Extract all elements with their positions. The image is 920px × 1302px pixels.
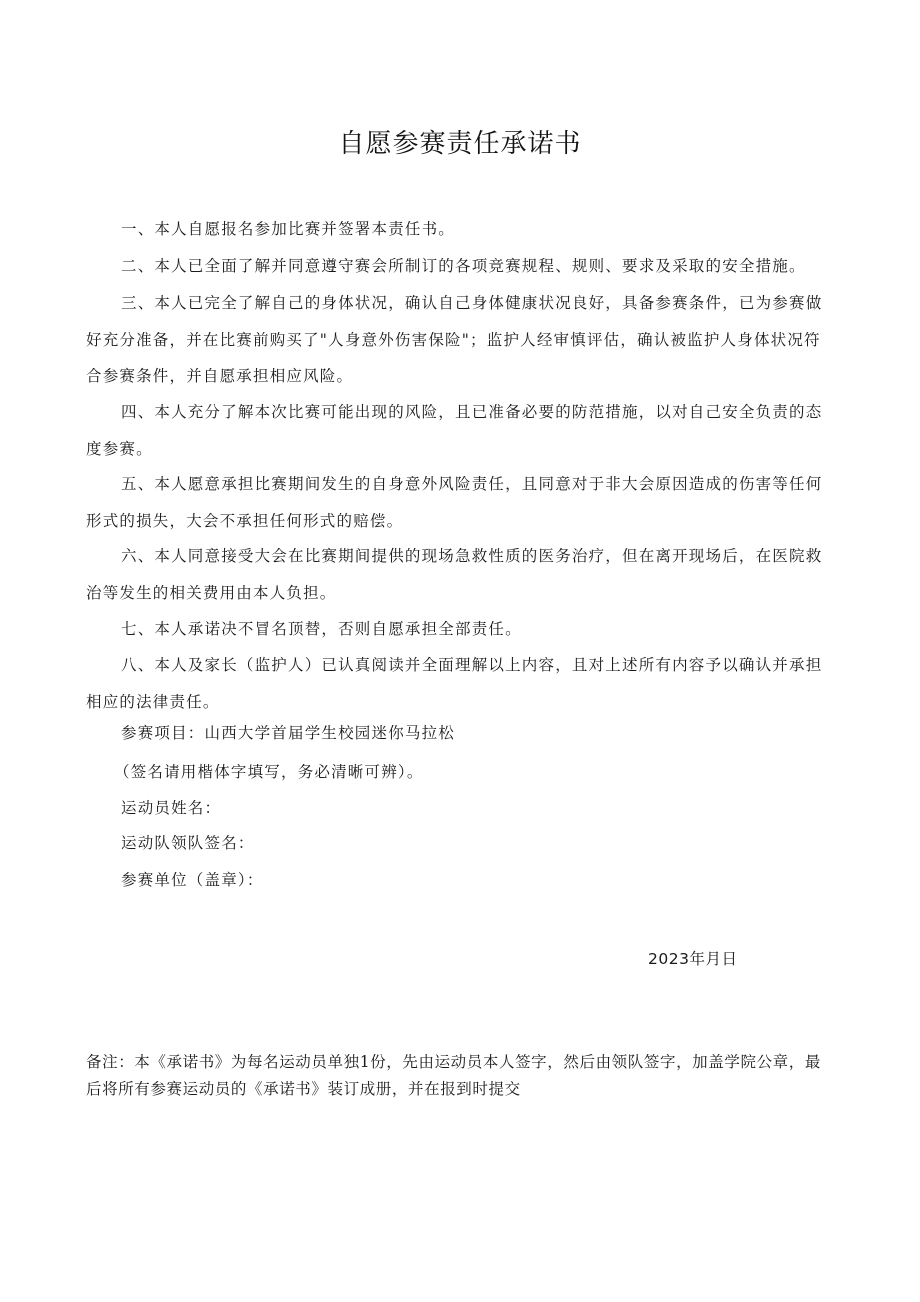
signing-date: 2023年月日 bbox=[648, 950, 738, 968]
leader-signature-field[interactable]: 运动队领队签名： bbox=[121, 834, 255, 852]
clause-7: 七、本人承诺决不冒名顶替，否则自愿承担全部责任。 bbox=[121, 620, 522, 638]
athlete-name-field[interactable]: 运动员姓名： bbox=[121, 799, 222, 817]
clause-5: 五、本人愿意承担比赛期间发生的自身意外风险责任，且同意对于非大会原因造成的伤害等任何形式的损失，大会不承担任何形式的赔偿。 bbox=[86, 475, 823, 530]
clause-3: 三、本人已完全了解自己的身体状况，确认自己身体健康状况良好，具备参赛条件，已为参赛做好充分准备，并在比赛前购买了"人身意外伤害保险"；监护人经审慎评估，确认被监护人身体状况符合参赛条件，并自愿承担相应风险。 bbox=[86, 294, 823, 385]
signature-hint: （签名请用楷体字填写，务必清晰可辨）。 bbox=[114, 763, 424, 781]
unit-stamp-field[interactable]: 参赛单位（盖章）： bbox=[121, 871, 264, 889]
footnote: 备注：本《承诺书》为每名运动员单独1份，先由运动员本人签字，然后由领队签字，加盖学院公章，最后将所有参赛运动员的《承诺书》装订成册，并在报到时提交 bbox=[86, 1053, 821, 1098]
clause-8: 八、本人及家长（监护人）已认真阅读并全面理解以上内容，且对上述所有内容予以确认并承担相应的法律责任。 bbox=[86, 656, 823, 711]
clause-2: 二、本人已全面了解并同意遵守赛会所制订的各项竞赛规程、规则、要求及采取的安全措施。 bbox=[121, 257, 806, 275]
document-title: 自愿参赛责任承诺书 bbox=[338, 129, 582, 159]
clause-6: 六、本人同意接受大会在比赛期间提供的现场急救性质的医务治疗，但在离开现场后，在医院救治等发生的相关费用由本人负担。 bbox=[86, 547, 823, 602]
clause-4: 四、本人充分了解本次比赛可能出现的风险，且已准备必要的防范措施，以对自己安全负责的态度参赛。 bbox=[86, 403, 823, 458]
clause-1: 一、本人自愿报名参加比赛并签署本责任书。 bbox=[121, 220, 456, 238]
event-line: 参赛项目：山西大学首届学生校园迷你马拉松 bbox=[121, 724, 456, 742]
